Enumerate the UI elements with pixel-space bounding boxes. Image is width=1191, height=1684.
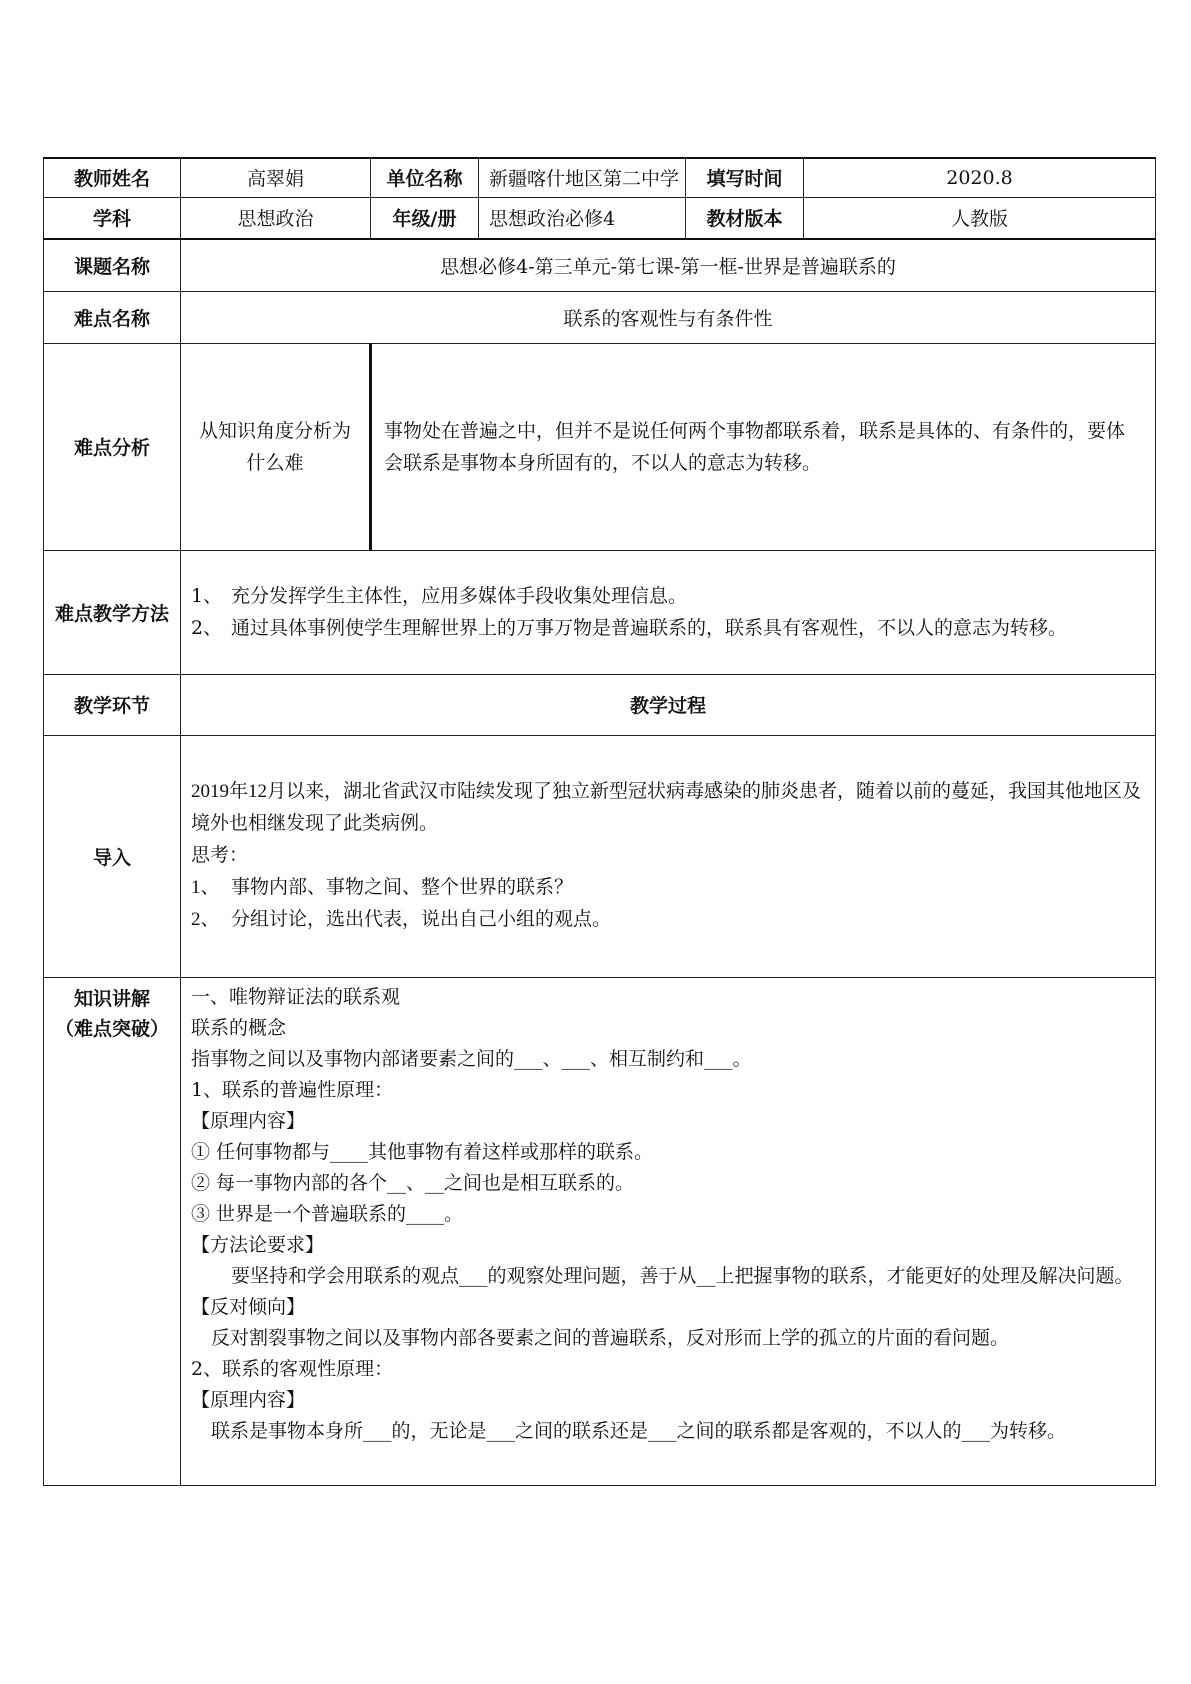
objectivity-heading: 2、联系的客观性原理： (191, 1357, 394, 1380)
grade-value: 思想政治必修4 (479, 197, 686, 239)
intro-think: 思考： (191, 845, 249, 866)
method-item-2 (191, 612, 1145, 644)
intro-label: 导入 (44, 735, 181, 977)
opposition-text: 反对割裂事物之间以及事物内部各要素之间的普遍联系，反对形而上学的孤立的片面的看问题。 (211, 1326, 1010, 1349)
methods-label: 难点教学方法 (44, 550, 181, 674)
intro-question-2 (191, 904, 1145, 936)
opposition-heading: 【反对倾向】 (191, 1295, 306, 1318)
objectivity-text: 联系是事物本身所___的，无论是___之间的联系还是___之间的联系都是客观的，不以人的___为转移。 (211, 1419, 1067, 1442)
difficulty-value: 联系的客观性与有条件性 (181, 291, 1156, 343)
analysis-text: 事物处在普遍之中，但并不是说任何两个事物都联系着，联系是具体的、有条件的，要体会联系是事物本身所固有的，不以人的意志为转移。 (371, 343, 1156, 550)
method-2-text: 通过具体事例使学生理解世界上的万事万物是普遍联系的，联系具有客观性，不以人的意志为转移。 (231, 617, 1068, 639)
knowledge-row (44, 977, 1156, 1485)
methodology-text: 要坚持和学会用联系的观点___的观察处理问题，善于从__上把握事物的联系，才能更好的处理及解决问题。 (231, 1264, 1134, 1287)
knowledge-heading: 一、唯物辩证法的联系观 (191, 985, 401, 1008)
topic-value: 思想必修4-第三单元-第七课-第一框-世界是普遍联系的 (181, 239, 1156, 291)
process-header-row (44, 674, 1156, 735)
date-label: 填写时间 (686, 158, 804, 197)
intro-question-1 (191, 872, 1145, 904)
date-value: 2020.8 (804, 158, 1156, 197)
q2-text: 分组讨论，选出代表，说出自己小组的观点。 (231, 909, 612, 930)
intro-content (181, 735, 1156, 977)
knowledge-label-line1: 知识讲解 (73, 987, 150, 1010)
analysis-row (44, 343, 1156, 550)
intro-paragraph: 2019年12月以来，湖北省武汉市陆续发现了独立新型冠状病毒感染的肺炎患者，随着以前的蔓延，我国其他地区及境外也相继发现了此类病例。 (191, 781, 1142, 834)
process-label: 教学过程 (181, 674, 1156, 735)
method-1-number: 1、 (191, 585, 223, 607)
info-row-1 (44, 158, 1156, 197)
knowledge-content (181, 977, 1156, 1485)
teacher-value: 高翠娟 (181, 158, 371, 197)
knowledge-label (44, 977, 181, 1485)
stage-label: 教学环节 (44, 674, 181, 735)
info-row-2 (44, 197, 1156, 239)
topic-row (44, 239, 1156, 291)
concept-heading: 联系的概念 (191, 1016, 287, 1039)
edition-value: 人教版 (804, 197, 1156, 239)
method-2-number: 2、 (191, 617, 223, 639)
subject-value: 思想政治 (181, 197, 371, 239)
principle-item-3: ③ 世界是一个普遍联系的____。 (191, 1202, 464, 1225)
teacher-label: 教师姓名 (44, 158, 181, 197)
lesson-plan-table (43, 157, 1156, 1486)
methodology-heading: 【方法论要求】 (191, 1233, 325, 1256)
difficulty-row (44, 291, 1156, 343)
universality-heading: 1、联系的普遍性原理： (191, 1078, 394, 1101)
q1-number: 1、 (191, 877, 220, 898)
grade-label: 年级/册 (371, 197, 479, 239)
difficulty-label: 难点名称 (44, 291, 181, 343)
q1-text: 事物内部、事物之间、整个世界的联系？ (231, 877, 574, 898)
topic-label: 课题名称 (44, 239, 181, 291)
unit-label: 单位名称 (371, 158, 479, 197)
edition-label: 教材版本 (686, 197, 804, 239)
principle-item-1: ① 任何事物都与____其他事物有着这样或那样的联系。 (191, 1140, 654, 1163)
analysis-label: 难点分析 (44, 343, 181, 550)
methods-list (181, 550, 1156, 674)
method-item-1 (191, 580, 1145, 612)
methods-row (44, 550, 1156, 674)
analysis-sub-label: 从知识角度分析为什么难 (181, 343, 371, 550)
subject-label: 学科 (44, 197, 181, 239)
unit-value: 新疆喀什地区第二中学 (479, 158, 686, 197)
principle-content-heading-2: 【原理内容】 (191, 1388, 306, 1411)
concept-definition: 指事物之间以及事物内部诸要素之间的___、___、相互制约和___。 (191, 1047, 752, 1070)
q2-number: 2、 (191, 909, 220, 930)
principle-item-2: ② 每一事物内部的各个__、__之间也是相互联系的。 (191, 1171, 635, 1194)
knowledge-label-line2: （难点突破） (54, 1017, 169, 1040)
principle-content-heading-1: 【原理内容】 (191, 1109, 306, 1132)
intro-row (44, 735, 1156, 977)
method-1-text: 充分发挥学生主体性，应用多媒体手段收集处理信息。 (231, 585, 688, 607)
